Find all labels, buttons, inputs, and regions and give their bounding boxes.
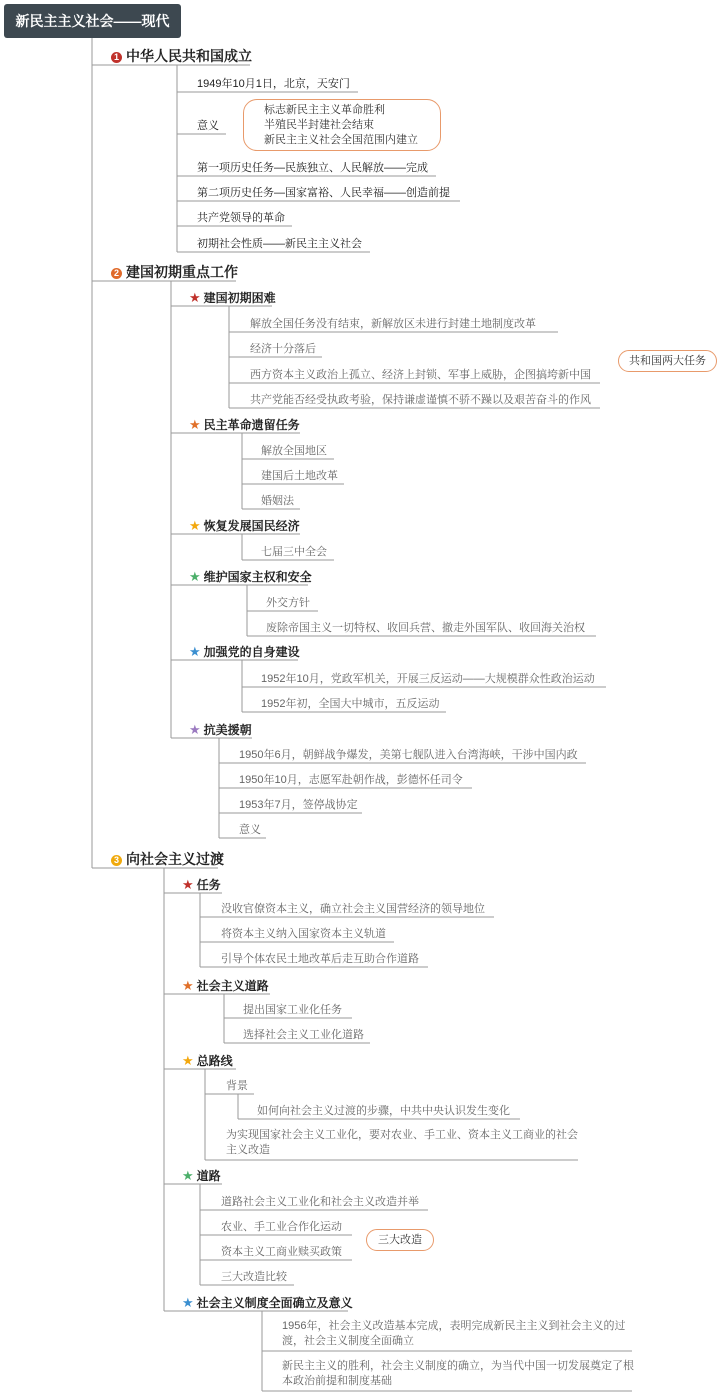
star-icon: ★	[182, 877, 194, 892]
number-badge: 3	[111, 855, 122, 866]
task2-node[interactable]: 第二项历史任务—国家富裕、人民幸福——创造前提	[197, 187, 450, 199]
leaf-node[interactable]: 七届三中全会	[261, 546, 327, 558]
group-title: 抗美援朝	[203, 723, 252, 737]
two-tasks-callout[interactable]: 共和国两大任务	[618, 350, 717, 372]
leaf-node[interactable]: 提出国家工业化任务	[243, 1004, 342, 1016]
star-icon: ★	[189, 569, 201, 584]
star-icon: ★	[189, 417, 201, 432]
star-icon: ★	[189, 722, 201, 737]
leaf-node[interactable]: 1952年初，全国大中城市，五反运动	[261, 698, 440, 710]
s2-group-party[interactable]	[189, 644, 300, 660]
group-title: 加强党的自身建设	[203, 645, 300, 659]
group-title: 任务	[196, 878, 221, 892]
leaf-node[interactable]: 新民主主义的胜利，社会主义制度的确立，为当代中国一切发展奠定了根本政治前提和制度基础	[282, 1360, 634, 1387]
star-icon: ★	[189, 644, 201, 659]
s2-group-economy[interactable]	[189, 518, 300, 534]
group-title: 总路线	[196, 1054, 233, 1068]
leaf-node[interactable]: 1950年10月，志愿军赴朝作战，彭德怀任司令	[239, 774, 463, 786]
root-topic[interactable]: 新民主主义社会——现代	[4, 4, 181, 38]
section-3-title: 向社会主义过渡	[126, 851, 224, 867]
nature-node[interactable]: 初期社会性质——新民主主义社会	[197, 238, 362, 250]
group-title: 社会主义制度全面确立及意义	[196, 1296, 353, 1310]
leaf-node[interactable]: 三大改造比较	[221, 1271, 287, 1283]
s3-group-establishment[interactable]	[182, 1295, 353, 1311]
meaning-item: 新民主主义社会全国范围内建立	[264, 134, 418, 146]
star-icon: ★	[189, 518, 201, 533]
meaning-node[interactable]: 意义	[197, 120, 219, 132]
s2-group-korea[interactable]	[189, 722, 252, 738]
leaf-node[interactable]: 西方资本主义政治上孤立、经济上封锁、军事上威胁，企图搞垮新中国	[250, 369, 591, 381]
group-title: 道路	[196, 1169, 221, 1183]
leaf-node[interactable]: 1950年6月，朝鲜战争爆发，美第七舰队进入台湾海峡，干涉中国内政	[239, 749, 578, 761]
leaf-node[interactable]: 农业、手工业合作化运动	[221, 1221, 342, 1233]
group-title: 维护国家主权和安全	[203, 570, 312, 584]
leaf-node[interactable]: 引导个体农民土地改革后走互助合作道路	[221, 953, 419, 965]
meaning-callout[interactable]	[243, 99, 441, 151]
star-icon: ★	[189, 290, 201, 305]
group-title: 建国初期困难	[203, 291, 276, 305]
leaf-node[interactable]: 废除帝国主义一切特权、收回兵营、撤走外国军队、收回海关治权	[266, 622, 585, 634]
leaf-node[interactable]: 资本主义工商业赎买政策	[221, 1246, 342, 1258]
number-badge: 2	[111, 268, 122, 279]
leaf-node[interactable]: 将资本主义纳入国家资本主义轨道	[221, 928, 386, 940]
meaning-item: 标志新民主主义革命胜利	[264, 104, 385, 116]
section-1-title: 中华人民共和国成立	[126, 48, 252, 64]
s3-group-tasks[interactable]	[182, 877, 221, 893]
star-icon: ★	[182, 1053, 194, 1068]
section-1-topic[interactable]	[111, 48, 252, 64]
three-reforms-callout[interactable]: 三大改造	[366, 1229, 434, 1251]
task1-node[interactable]: 第一项历史任务—民族独立、人民解放——完成	[197, 162, 428, 174]
goal-node[interactable]: 为实现国家社会主义工业化，要对农业、手工业、资本主义工商业的社会主义改造	[226, 1129, 578, 1156]
group-title: 恢复发展国民经济	[203, 519, 300, 533]
leaf-node[interactable]: 经济十分落后	[250, 343, 316, 355]
s3-group-general-line[interactable]	[182, 1053, 233, 1069]
leaf-node[interactable]: 共产党能否经受执政考验，保持谦虚谨慎不骄不躁以及艰苦奋斗的作风	[250, 394, 591, 406]
leaf-node[interactable]: 选择社会主义工业化道路	[243, 1029, 364, 1041]
background-node[interactable]: 背景	[226, 1080, 248, 1092]
s3-group-road[interactable]	[182, 978, 269, 994]
leaf-node[interactable]: 意义	[239, 824, 261, 836]
leaf-node[interactable]: 如何向社会主义过渡的步骤，中共中央认识发生变化	[257, 1105, 510, 1117]
star-icon: ★	[182, 1295, 194, 1310]
leaf-node[interactable]: 婚姻法	[261, 495, 294, 507]
s2-group-sovereignty[interactable]	[189, 569, 312, 585]
leaf-node[interactable]: 解放全国任务没有结束，新解放区未进行封建土地制度改革	[250, 318, 536, 330]
section-2-topic[interactable]	[111, 264, 238, 280]
section-3-topic[interactable]	[111, 851, 224, 867]
leaf-node[interactable]: 1952年10月，党政军机关，开展三反运动——大规模群众性政治运动	[261, 673, 595, 685]
leaf-node[interactable]: 外交方针	[266, 597, 310, 609]
leaf-node[interactable]: 道路社会主义工业化和社会主义改造并举	[221, 1196, 419, 1208]
leaf-node[interactable]: 没收官僚资本主义，确立社会主义国营经济的领导地位	[221, 903, 485, 915]
star-icon: ★	[182, 978, 194, 993]
party-node[interactable]: 共产党领导的革命	[197, 212, 285, 224]
group-title: 民主革命遗留任务	[203, 418, 300, 432]
leaf-node[interactable]: 建国后土地改革	[261, 470, 338, 482]
s2-group-remaining[interactable]	[189, 417, 300, 433]
section-2-title: 建国初期重点工作	[126, 264, 238, 280]
number-badge: 1	[111, 52, 122, 63]
s3-group-path[interactable]	[182, 1168, 221, 1184]
founding-node[interactable]: 1949年10月1日，北京，天安门	[197, 78, 350, 90]
meaning-item: 半殖民半封建社会结束	[264, 119, 374, 131]
star-icon: ★	[182, 1168, 194, 1183]
leaf-node[interactable]: 1953年7月，签停战协定	[239, 799, 358, 811]
s2-group-difficulties[interactable]	[189, 290, 276, 306]
leaf-node[interactable]: 解放全国地区	[261, 445, 327, 457]
group-title: 社会主义道路	[196, 979, 269, 993]
leaf-node[interactable]: 1956年，社会主义改造基本完成，表明完成新民主主义到社会主义的过渡，社会主义制度全面确立	[282, 1320, 626, 1347]
